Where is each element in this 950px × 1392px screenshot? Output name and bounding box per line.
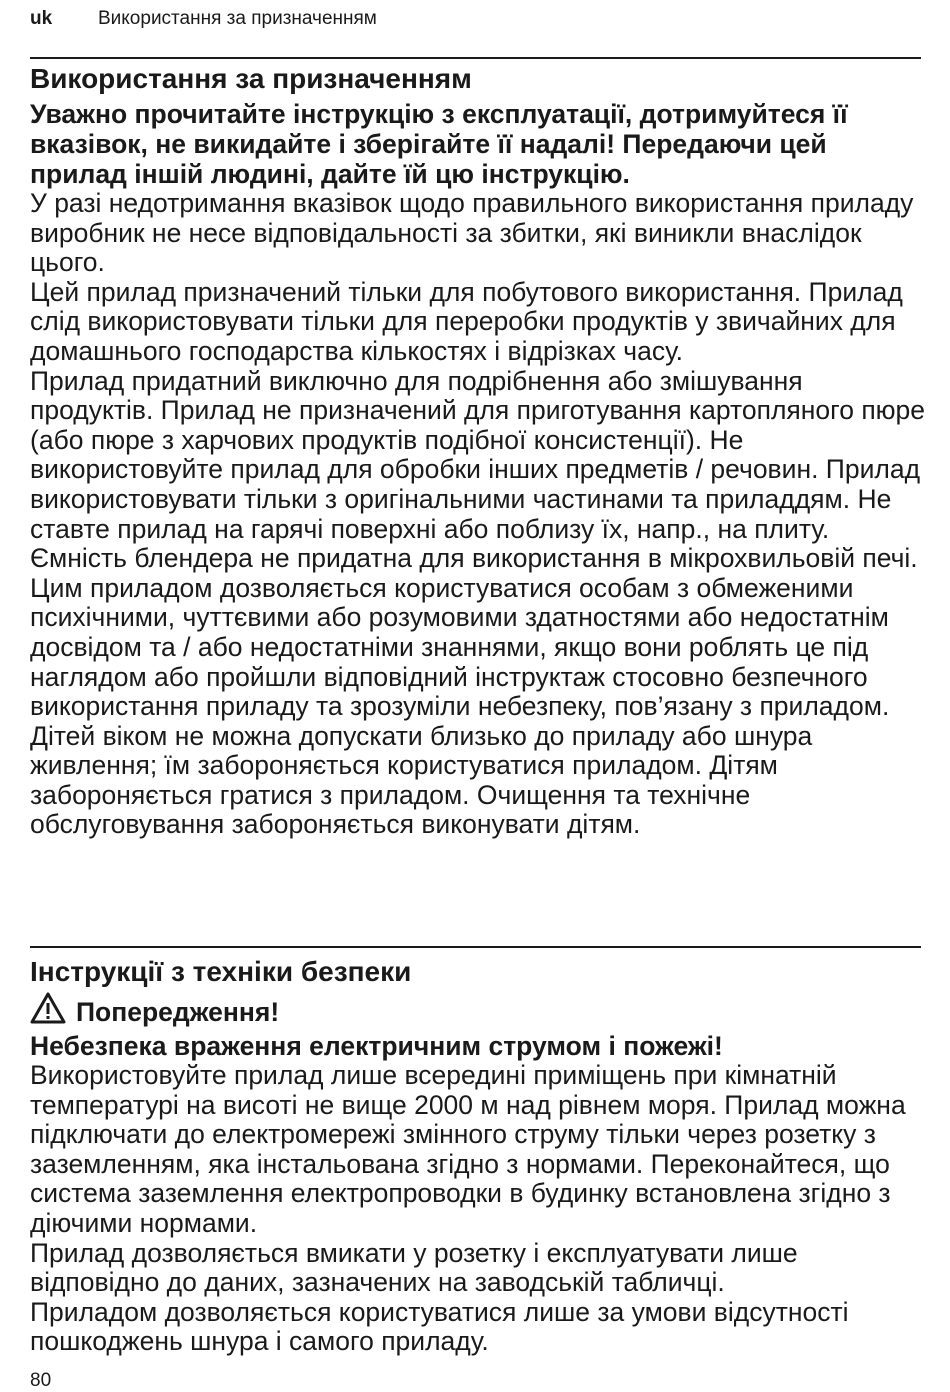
page-header [30,8,377,32]
warning-label: Попередження! [76,996,280,1027]
section-intended-use [30,63,930,840]
body-paragraph: Прилад дозволяється вмикати у розетку і експлуатувати лише відповідно до даних, зазначених на заводській табличці. [30,1237,798,1298]
body-paragraph: Цей прилад призначений тільки для побутового використання. Прилад слід використовувати тільки для переробки продуктів у звичайних для домашнього господарства кількостях і відрізках часу. [30,276,903,366]
page-number: 80 [30,1370,52,1391]
section-title: Використання за призначенням [30,63,472,94]
body-paragraph: Прилад придатний виключно для подрібнення або змішування продуктів. Прилад не призначений для приготування картопляного пюре (або пюре з харчових продуктів подібної консистенції). Не використовуйте прилад для обробки інших предметів / речовин. Прилад використовувати тільки з оригінальними частинами та приладдям. Не ставте прилад на гарячі поверхні або поблизу їх, напр., на плиту. Ємність блендера не придатна для використання в мікрохвильовій печі. [30,365,926,574]
section-safety [30,956,930,1357]
body-paragraph: Цим приладом дозволяється користуватися особам з обмеженими психічними, чуттєвими або розумовими здатностями або недостатнім досвідом та / або недостатніми знаннями, якщо вони роблять це під наглядом або пройшли відповідний інструктаж стосовно безпечного використання приладу та зрозуміли небезпеку, пов’язану з приладом. Дітей віком не можна допускати близько до приладу або шнура живлення; їм забороняється користуватися приладом. Дітям забороняється гратися з приладом. Очищення та технічне обслуговування забороняється виконувати дітям. [30,572,890,840]
running-title: Використання за призначенням [98,8,377,29]
language-code: uk [30,8,53,29]
body-paragraph: Використовуйте прилад лише всередині приміщень при кімнатній температурі на висоті не вище 2000 м над рівнем моря. Прилад можна підключати до електромережі змінного струму тільки через розетку з заземленням, яка інстальована згідно з нормами. Переконайтеся, що система заземлення електропроводки в будинку встановлена згідно з діючими нормами. [30,1060,906,1238]
section-title: Інструкції з техніки безпеки [30,956,412,987]
body-paragraph: У разі недотримання вказівок щодо правильного використання приладу виробник не несе відповідальності за збитки, які виникли внаслідок цього. [30,188,914,278]
warning-heading [30,992,930,1031]
lead-paragraph: Уважно прочитайте інструкцію з експлуатації, дотримуйтеся її вказівок, не викидайте і зберігайте її надалі! Передаючи цей прилад іншій людині, дайте їй цю інструкцію. [30,99,848,189]
body-paragraph: Приладом дозволяється користуватися лише за умови відсутності пошкоджень шнура і самого приладу. [30,1296,849,1357]
section-divider-middle [30,946,921,948]
warning-triangle-icon [30,992,76,1031]
section-divider-top [30,57,921,59]
warning-subtitle: Небезпека враження електричним струмом і пожежі! [30,1031,723,1061]
